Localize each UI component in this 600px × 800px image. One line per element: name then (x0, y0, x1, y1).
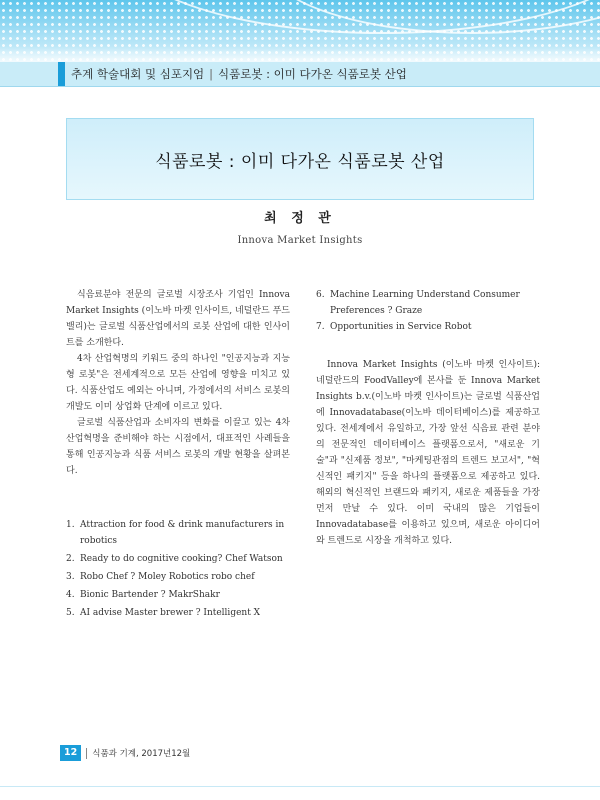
list-number: 1. (66, 520, 75, 530)
list-text: AI advise Master brewer ? Intelligent X (80, 608, 261, 618)
banner-fade (0, 46, 600, 62)
header-section: 추계 학술대회 및 심포지엄 (71, 67, 205, 81)
page-footer (0, 745, 600, 761)
left-column (66, 287, 290, 623)
running-header (0, 62, 600, 87)
intro-paragraph: 식음료분야 전문의 글로벌 시장조사 기업인 Innova Market Insights (이노바 마켓 인사이트, 네덜란드 푸드밸리)는 글로벌 식품산업에서의 로봇 산업에 대한 인사이트를 소개한다. (66, 290, 290, 348)
bottom-rule (0, 786, 600, 787)
list-item (66, 605, 290, 621)
body-paragraph: 4차 산업혁명의 키워드 중의 하나인 "인공지능과 지능형 로봇"은 전세계적으로 모든 산업에 영향을 미치고 있다. 식품산업도 예외는 아니며, 가정에서의 서비스 로봇의 개발도 이미 상업화 단계에 이르고 있다. (66, 354, 290, 412)
list-item (66, 551, 290, 567)
list-number: 7. (316, 322, 325, 332)
header-text (71, 66, 407, 82)
article-author: 최 정 관 (264, 211, 336, 226)
list-number: 5. (66, 608, 75, 618)
page-number: 12 (60, 745, 81, 761)
list-text: Machine Learning Understand Consumer Preferences ? Graze (330, 290, 520, 316)
footer-divider (86, 748, 87, 759)
list-item (66, 587, 290, 603)
header-topic: 식품로봇 : 이미 다가온 식품로봇 산업 (218, 67, 407, 81)
title-box (66, 118, 534, 200)
list-item (66, 517, 290, 549)
list-item (316, 319, 540, 335)
list-text: Attraction for food & drink manufacturers in robotics (80, 520, 285, 546)
publication-info: 식품과 기계, 2017년12월 (92, 749, 191, 759)
list-number: 3. (66, 572, 75, 582)
company-description: Innova Market Insights (이노바 마켓 인사이트): 네덜란드의 FoodValley에 본사를 둔 Innova Market Insights b.v.(이노바 마켓 인사이트)는 글로벌 식품산업에 Innovadatabase(이노바 데이터베이스)를 제공하고 있다. 전세계에서 유일하고, 가장 앞선 식음료 관련 분야의 전문적인 데이터베이스 플랫폼으로서, "새로운 기술"과 "신제품 정보", "마케팅관점의 트렌드 보고서", "혁신적인 패키지" 등을 하나의 플랫폼으로 제공하고 있다. 해외의 혁신적인 브랜드와 패키지, 새로운 제품들을 가장 먼저 만날 수 있다. 이미 국내의 많은 기업들이 Innovadatabase를 이용하고 있으며, 새로운 아이디어와 트렌드로 시장을 개척하고 있다. (316, 360, 540, 546)
list-text: Ready to do cognitive cooking? Chef Watson (80, 554, 283, 564)
list-text: Opportunities in Service Robot (330, 322, 472, 332)
decorative-banner (0, 0, 600, 62)
list-number: 2. (66, 554, 75, 564)
list-number: 6. (316, 290, 325, 300)
right-column (316, 287, 540, 549)
list-text: Bionic Bartender ? MakrShakr (80, 590, 220, 600)
list-number: 4. (66, 590, 75, 600)
article-title: 식품로봇 : 이미 다가온 식품로봇 산업 (155, 151, 445, 172)
list-item (66, 569, 290, 585)
list-text: Robo Chef ? Moley Robotics robo chef (80, 572, 255, 582)
list-item (316, 287, 540, 319)
author-affiliation: Innova Market Insights (237, 235, 363, 246)
header-separator: | (209, 67, 214, 81)
header-accent-bar (58, 62, 65, 86)
topic-list-continued (316, 287, 540, 335)
topic-list (66, 517, 290, 621)
body-paragraph: 글로벌 식품산업과 소비자의 변화를 이끌고 있는 4차 산업혁명을 준비해야 하는 시점에서, 대표적인 사례들을 통해 인공지능과 식품 서비스 로봇의 개발 현황을 살펴본다. (66, 418, 290, 476)
